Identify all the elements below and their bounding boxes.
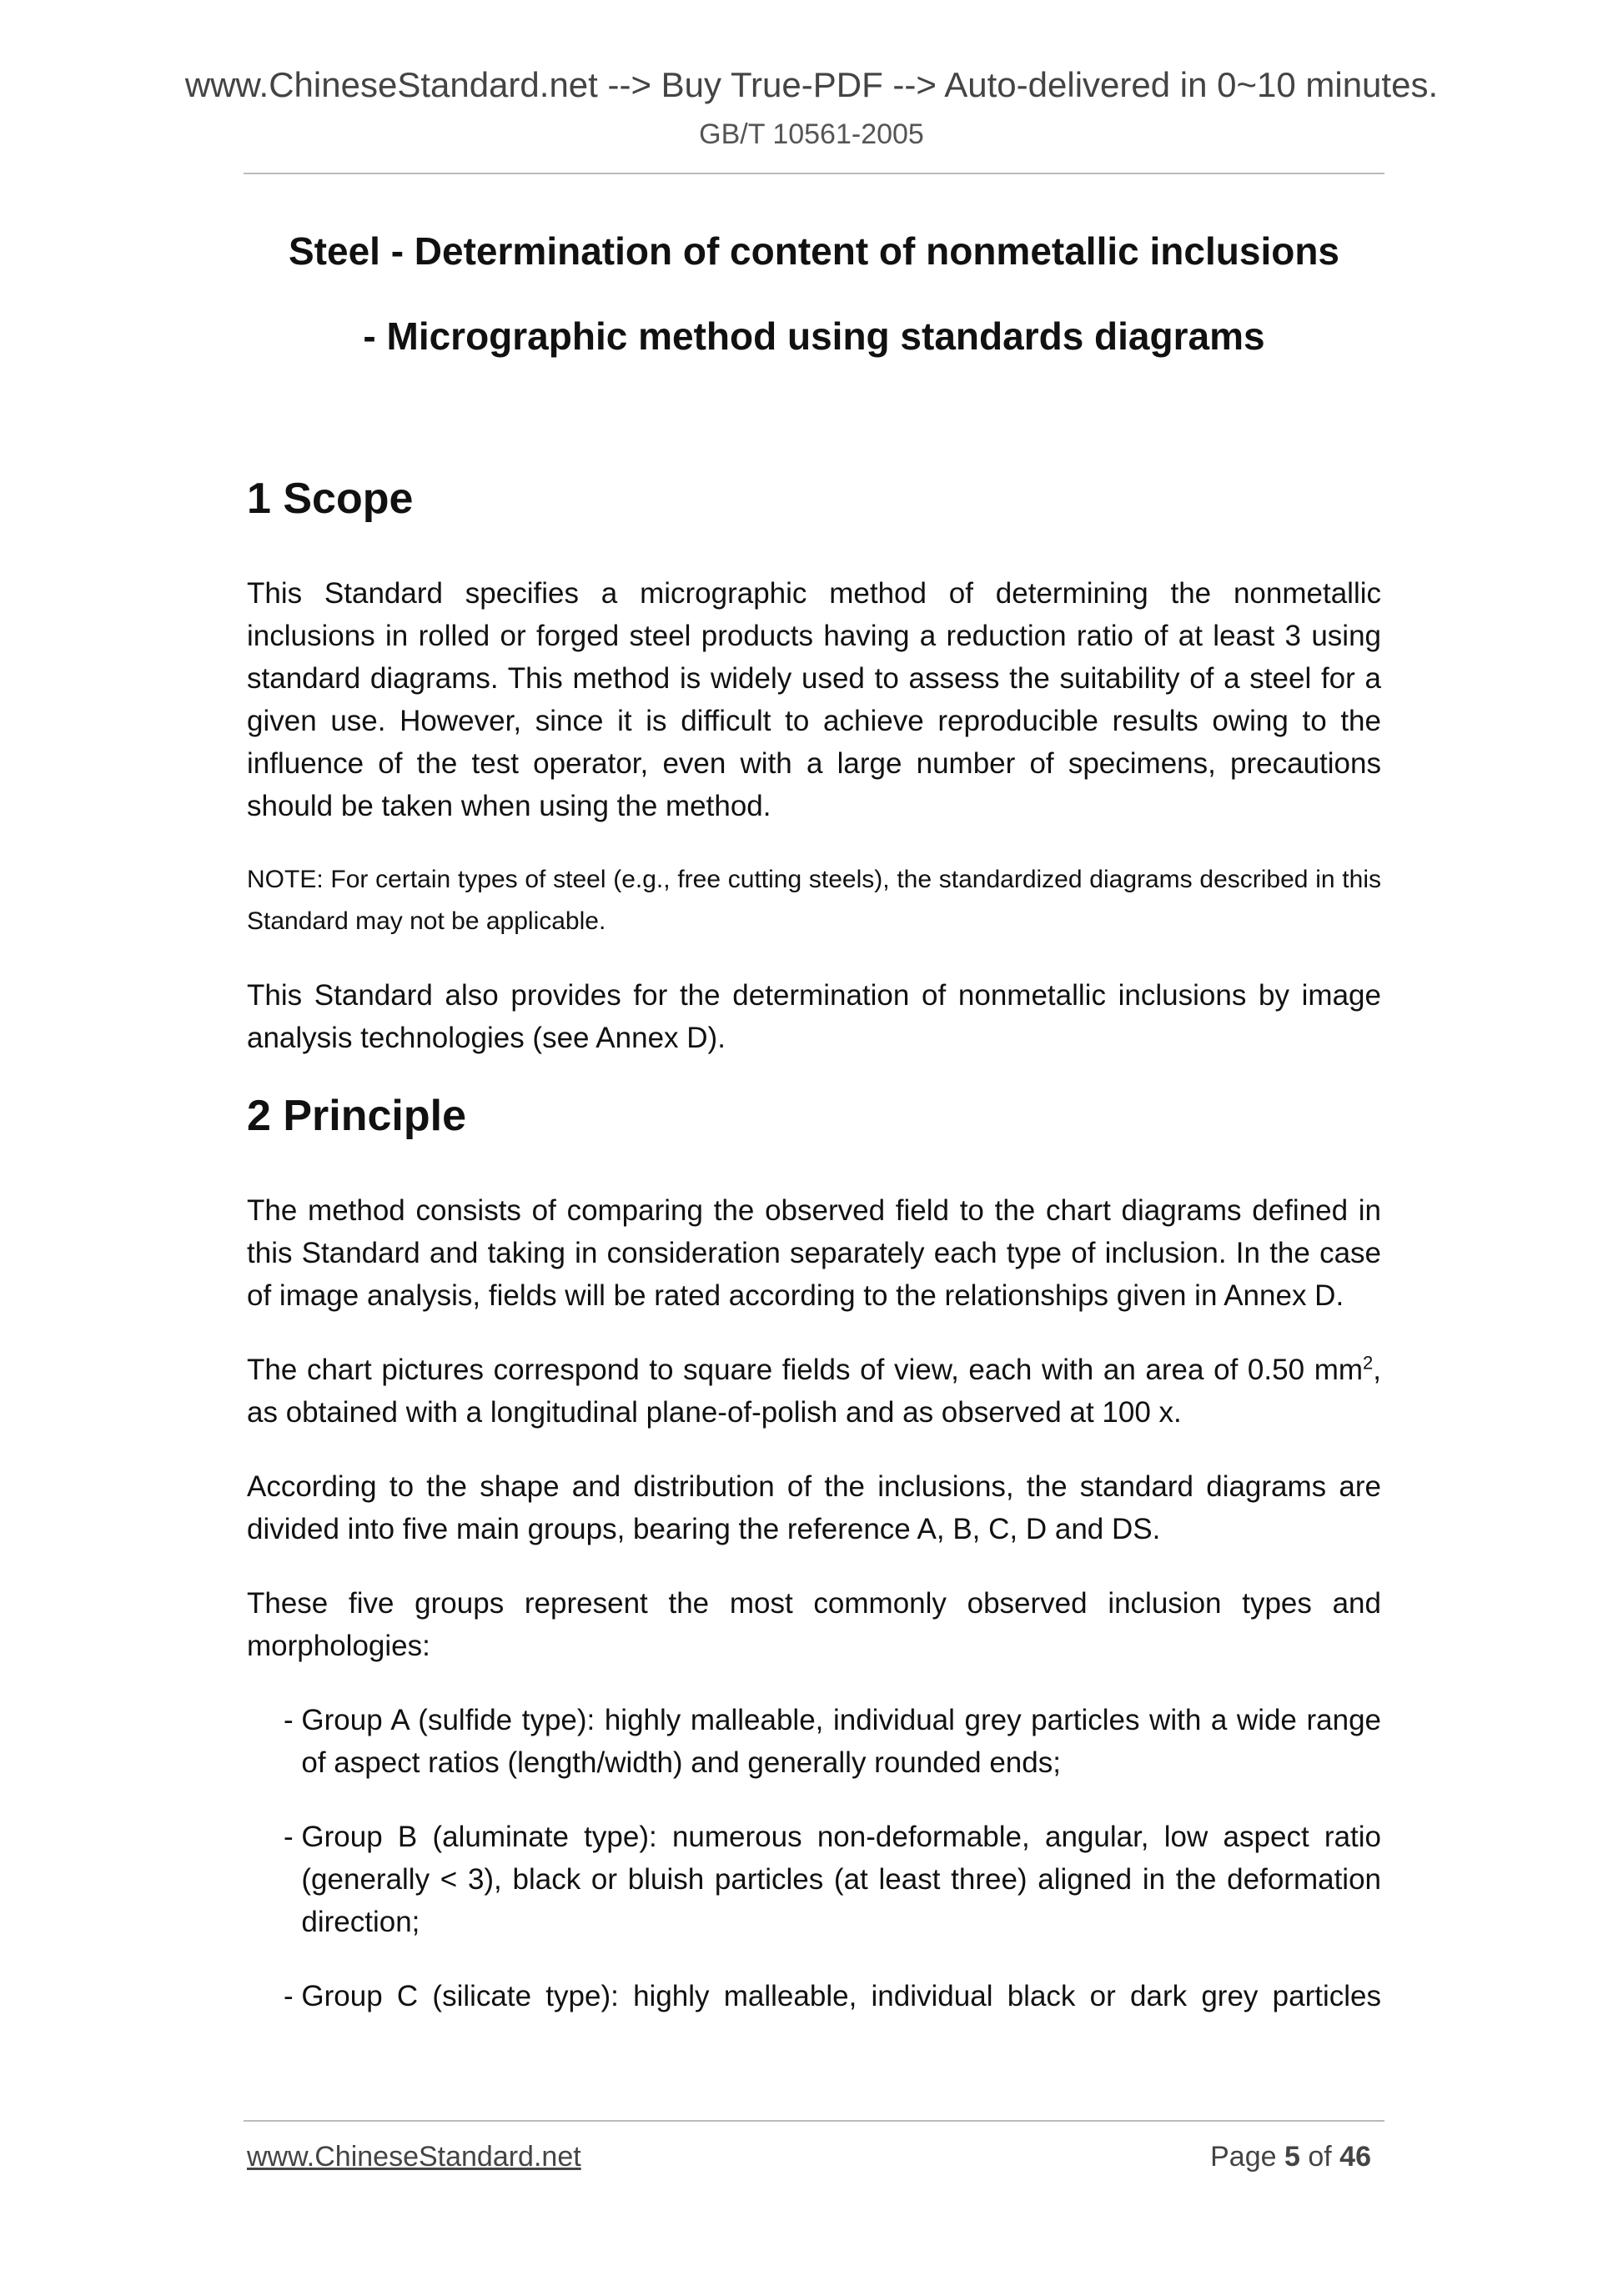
area-unit-superscript: 2 [1363, 1352, 1374, 1374]
current-page-number: 5 [1284, 2141, 1300, 2173]
principle-paragraph-3: According to the shape and distribution of the inclusions, the standard diagrams are divided into five main groups, bearing the reference A, B, C, D and DS. [247, 1470, 1381, 1545]
list-item-text: Group C (silicate type): highly malleable, individual black or dark grey particles [301, 1980, 1381, 2012]
header-banner: www.ChineseStandard.net --> Buy True-PDF --> Auto-delivered in 0~10 minutes. [184, 65, 1439, 104]
footer-site-link[interactable]: www.ChineseStandard.net [247, 2141, 581, 2173]
principle-paragraph-2-end: , as obtained with a longitudinal plane-of-polish and as observed at 100 x. [247, 1354, 1381, 1429]
list-item-group-b [247, 1816, 1381, 1943]
page-label: Page [1210, 2141, 1277, 2173]
principle-paragraph-1: The method consists of comparing the observed field to the chart diagrams defined in this Standard and taking in consideration separately each type of inclusion. In the case of image analysis, fields will be rated according to the relationships given in Annex D. [247, 1194, 1381, 1312]
list-bullet: - [284, 1821, 302, 1853]
scope-note: NOTE: For certain types of steel (e.g., free cutting steels), the standardized diagrams described in this Standard may not be applicable. [247, 866, 1381, 935]
list-item-group-a [247, 1699, 1381, 1784]
footer-page-indicator [1210, 2141, 1371, 2173]
header-standard-number: GB/T 10561-2005 [699, 118, 924, 150]
principle-paragraph-4: These five groups represent the most commonly observed inclusion types and morphologies: [247, 1587, 1381, 1662]
section-heading-principle: 2 Principle [247, 1092, 466, 1140]
section-heading-scope: 1 Scope [247, 475, 414, 523]
list-item-text: Group A (sulfide type): highly malleable, individual grey particles with a wide range of aspect ratios (length/width) and generally rounded ends; [301, 1704, 1381, 1779]
principle-paragraph-2 [247, 1349, 1381, 1434]
document-title-line-2: - Micrographic method using standards diagrams [363, 314, 1265, 358]
scope-paragraph-1: This Standard specifies a micrographic method of determining the nonmetallic inclusions in rolled or forged steel products having a reduction ratio of at least 3 using standard diagrams. This method is widely used to assess the suitability of a steel for a given use. However, since it is difficult to achieve reproducible results owing to the influence of the test operator, even with a large number of specimens, precautions should be taken when using the method. [247, 577, 1381, 822]
of-label: of [1308, 2141, 1332, 2173]
list-item-text: Group B (aluminate type): numerous non-deformable, angular, low aspect ratio (generally < 3), black or bluish particles (at least three) aligned in the deformation direction; [301, 1821, 1381, 1938]
total-page-count: 46 [1339, 2141, 1371, 2173]
header-divider [244, 173, 1384, 174]
footer-divider [244, 2120, 1384, 2122]
document-title-line-1: Steel - Determination of content of nonmetallic inclusions [288, 229, 1339, 273]
principle-paragraph-2-start: The chart pictures correspond to square fields of view, each with an area of 0.50 mm [247, 1354, 1364, 1386]
list-item-group-c [247, 1975, 1381, 2017]
scope-paragraph-2: This Standard also provides for the determination of nonmetallic inclusions by image analysis technologies (see Annex D). [247, 979, 1381, 1054]
page-content [247, 208, 1381, 2049]
list-bullet: - [284, 1980, 302, 2012]
list-bullet: - [284, 1704, 302, 1736]
